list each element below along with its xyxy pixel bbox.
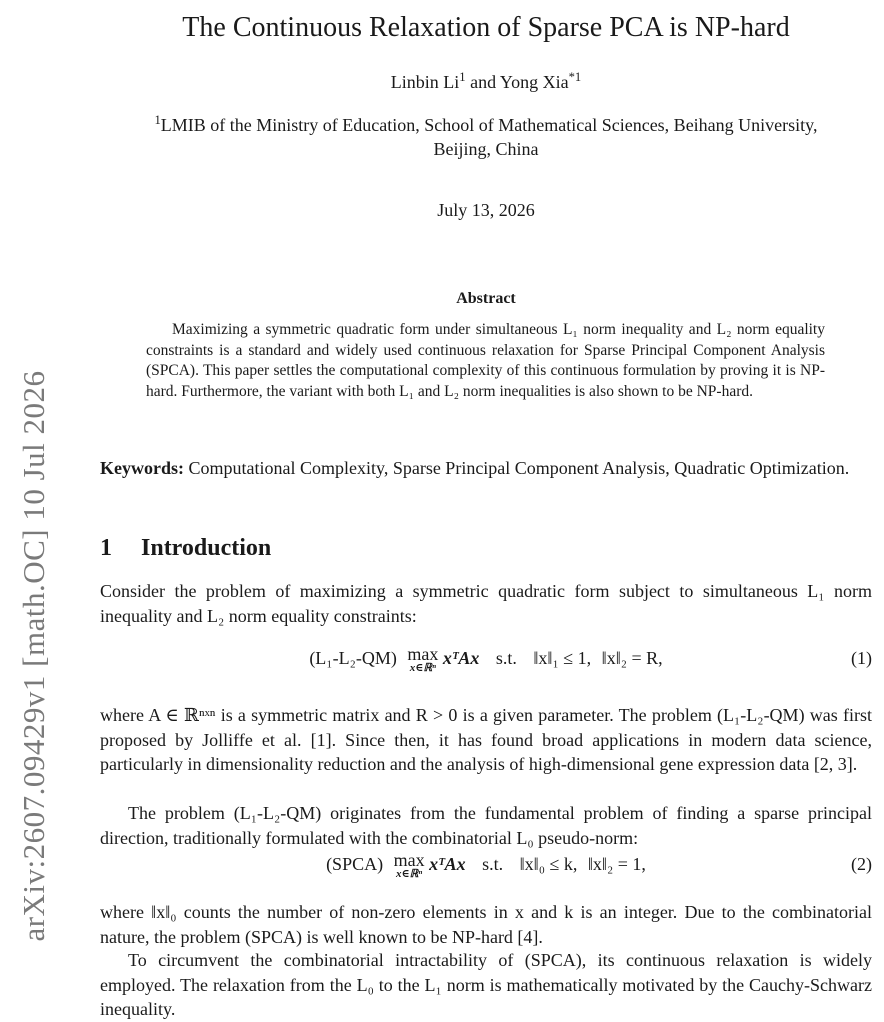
section-heading — [100, 533, 872, 563]
intro-paragraph-3: The problem (L₁-L₂-QM) originates from the fundamental problem of finding a sparse principal direction, traditionally formulated with the combinatorial L₀ pseudo-norm: — [100, 803, 872, 848]
constraint-l0: ‖x‖₀ ≤ k, — [519, 854, 578, 874]
constraint-l2: ‖x‖₂ = 1, — [587, 854, 646, 874]
abstract-body: Maximizing a symmetric quadratic form under simultaneous L₁ norm inequality and L₂ norm equality constraints is a standard and widely used continuous relaxation for Sparse Principal Component Analysis (SPCA). This paper settles the computational complexity of this continuous formulation by proving it is NP-hard. Furthermore, the variant with both L₁ and L₂ norm inequalities is also shown to be NP-hard. — [146, 321, 825, 400]
author-line — [100, 70, 872, 94]
keywords-text: Computational Complexity, Sparse Principal Component Analysis, Quadratic Optimization. — [184, 458, 850, 478]
affiliation-text: LMIB of the Ministry of Education, School of Mathematical Sciences, Beihang University, Beijing, China — [160, 115, 818, 159]
max-subscript: x∈ℝⁿ — [395, 868, 423, 880]
paper-title: The Continuous Relaxation of Sparse PCA is NP-hard — [182, 12, 790, 43]
such-that: s.t. — [482, 854, 504, 874]
constraint-l1: ‖x‖₁ ≤ 1, — [533, 648, 592, 668]
equation-number: (1) — [851, 648, 872, 668]
abstract-heading: Abstract — [456, 290, 516, 307]
arxiv-identifier: arXiv:2607.09429v1 [math.OC] 10 Jul 2026 — [16, 370, 51, 942]
equation-number: (2) — [851, 854, 872, 874]
author-mark: *1 — [568, 70, 582, 84]
intro-paragraph-4: where ‖x‖₀ counts the number of non-zero elements in x and k is an integer. Due to the combinatorial nature, the problem (SPCA) is well known to be NP-hard [4]. — [100, 902, 872, 947]
equation-2 — [100, 852, 872, 892]
objective: xᵀAx — [429, 854, 466, 874]
section-number: 1 — [100, 535, 112, 561]
constraint-l2: ‖x‖₂ = R, — [601, 648, 663, 668]
intro-paragraph-1: Consider the problem of maximizing a symmetric quadratic form subject to simultaneous L₁ norm inequality and L₂ norm equality constraints: — [100, 581, 872, 626]
equation-1 — [100, 646, 872, 686]
author-separator: and — [465, 72, 500, 92]
keywords-label: Keywords: — [100, 458, 184, 478]
equation-label: (L₁-L₂-QM) — [309, 648, 397, 668]
max-operator: max — [393, 850, 425, 870]
affiliation — [130, 113, 842, 161]
such-that: s.t. — [495, 648, 517, 668]
max-operator: max — [407, 644, 439, 664]
author-mark: 1 — [459, 70, 466, 84]
intro-paragraph-5: To circumvent the combinatorial intractability of (SPCA), its continuous relaxation is widely employed. The relaxation from the L₀ to the L₁ norm is mathematically motivated by the Cauchy-Schwarz inequality. — [100, 950, 872, 1019]
affiliation-mark: 1 — [154, 113, 161, 127]
equation-label: (SPCA) — [326, 854, 384, 874]
keywords-line — [100, 456, 872, 481]
section-title: Introduction — [141, 535, 272, 561]
author-name: Linbin Li — [390, 72, 460, 92]
paper-date: July 13, 2026 — [437, 200, 535, 220]
max-subscript: x∈ℝⁿ — [409, 662, 436, 674]
author-name: Yong Xia — [499, 72, 569, 92]
objective: xᵀAx — [442, 648, 480, 668]
intro-paragraph-2: where A ∈ ℝⁿˣⁿ is a symmetric matrix and R > 0 is a given parameter. The problem (L₁-L₂-QM) was first proposed by Jolliffe et al. [1]. Since then, it has found broad applications in modern data science, particularly in dimensionality reduction and the analysis of high-dimensional gene expression data [2, 3]. — [100, 705, 872, 774]
